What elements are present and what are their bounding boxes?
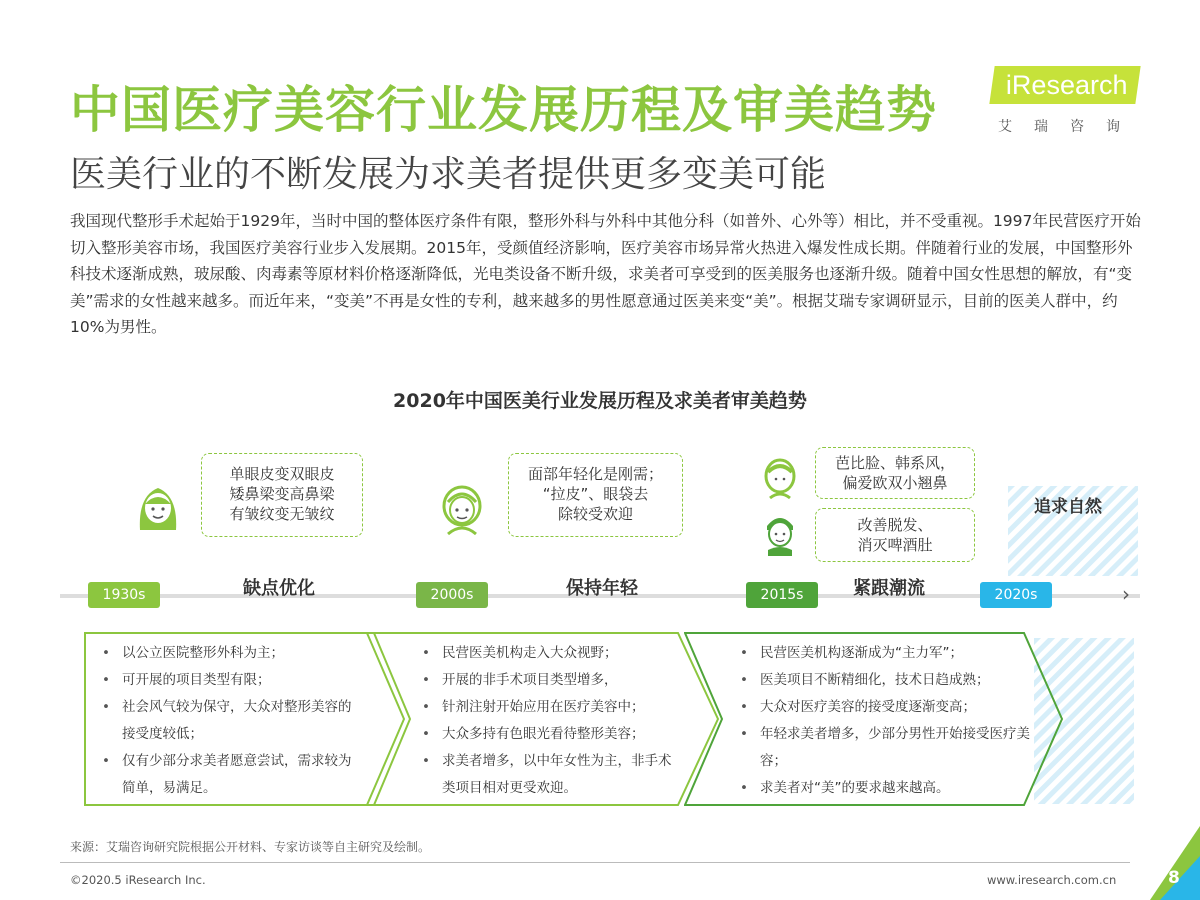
logo-wordmark-bg (989, 66, 1140, 104)
man-face-icon (762, 512, 798, 556)
list-item: • 年轻求美者增多，少部分男性开始接受医疗美容； (736, 721, 1032, 775)
bubble-line: 单眼皮变双眼皮 (229, 465, 335, 483)
chevron-right-icon: › (1122, 582, 1130, 606)
chart-title: 2020年中国医美行业发展历程及求美者审美趋势 (393, 390, 807, 412)
bubble-line: “拉皮”、眼袋去 (542, 485, 649, 503)
list-item: • 开展的非手术项目类型增多， (418, 667, 680, 694)
year-badge-2000s: 2000s (416, 582, 488, 608)
bubble-line: 偏爱欧双小翘鼻 (842, 474, 948, 492)
copyright: ©2020.5 iResearch Inc. (70, 873, 206, 887)
bubble-line: 矮鼻梁变高鼻梁 (229, 485, 335, 503)
logo-wordmark: iResearch (1005, 70, 1128, 100)
list-item: • 以公立医院整形外科为主； (98, 640, 360, 667)
era-box-2000s (366, 632, 722, 807)
list-item: • 求美者增多，以中年女性为主，非手术类项目相对更受欢迎。 (418, 748, 680, 802)
era-heading-2015s: 紧跟潮流 (853, 578, 925, 599)
list-item: • 针剂注射开始应用在医疗美容中； (418, 694, 680, 721)
bubble-line: 芭比脸、韩系风， (834, 454, 955, 472)
corner-decoration (1150, 826, 1200, 900)
bubble-line: 消灭啤酒肚 (857, 536, 933, 554)
bubble-2015s-men (815, 508, 975, 562)
page-subtitle: 医美行业的不断发展为求美者提供更多变美可能 (70, 154, 827, 195)
bubble-line: 面部年轻化是刚需； (527, 465, 663, 483)
logo-chinese: 艾瑞咨询 (998, 119, 1142, 135)
list-item: • 社会风气较为保守，大众对整形美容的接受度较低； (98, 694, 360, 748)
era-heading-2020s: 追求自然 (1034, 497, 1102, 517)
iresearch-logo (992, 58, 1142, 142)
woman-face-icon (132, 478, 184, 536)
website-link[interactable]: www.iresearch.com.cn (987, 873, 1117, 887)
bubble-line: 有皱纹变无皱纹 (229, 505, 335, 523)
bubble-1930s (201, 453, 363, 537)
era-heading-2000s: 保持年轻 (566, 578, 638, 599)
era-box-1930s (84, 632, 414, 807)
young-woman-icon (762, 456, 798, 500)
list-item: • 民营医美机构走入大众视野； (418, 640, 680, 667)
source-note: 来源：艾瑞咨询研究院根据公开材料、专家访谈等自主研究及绘制。 (70, 840, 431, 854)
era-heading-1930s: 缺点优化 (243, 578, 315, 599)
list-item: • 民营医美机构逐渐成为“主力军”； (736, 640, 1032, 667)
list-item: • 可开展的项目类型有限； (98, 667, 360, 694)
middle-aged-woman-icon (436, 478, 488, 536)
year-badge-1930s: 1930s (88, 582, 160, 608)
footer-divider (60, 862, 1130, 863)
era-box-2015s (684, 632, 1066, 807)
bubble-2015s-women (815, 447, 975, 499)
page-title: 中国医疗美容行业发展历程及审美趋势 (70, 81, 937, 139)
bubble-line: 改善脱发、 (857, 516, 933, 534)
list-item: • 求美者对“美”的要求越来越高。 (736, 775, 1032, 802)
list-item: • 大众对医疗美容的接受度逐渐变高； (736, 694, 1032, 721)
year-badge-2020s: 2020s (980, 582, 1052, 608)
bubble-line: 除较受欢迎 (557, 505, 633, 523)
list-item: • 大众多持有色眼光看待整形美容； (418, 721, 680, 748)
year-badge-2015s: 2015s (746, 582, 818, 608)
list-item: • 医美项目不断精细化，技术日趋成熟； (736, 667, 1032, 694)
bubble-2000s (508, 453, 683, 537)
list-item: • 仅有少部分求美者愿意尝试，需求较为简单，易满足。 (98, 748, 360, 802)
intro-paragraph: 我国现代整形手术起始于1929年，当时中国的整体医疗条件有限，整形外科与外科中其他分科（如普外、心外等）相比，并不受重视。1997年民营医疗开始切入整形美容市场，我国医疗美容行业步入发展期。2015年，受颜值经济影响，医疗美容市场异常火热进入爆发性成长期。伴随着行业的发展，中国整形外科技术逐渐成熟，玻尿酸、肉毒素等原材料价格逐渐降低，光电类设备不断升级，求美者可享受到的医美服务也逐渐升级。随着中国女性思想的解放，有“变美”需求的女性越来越多。而近年来，“变美”不再是女性的专利，越来越多的男性愿意通过医美来变“美”。根据艾瑞专家调研显示，目前的医美人群中，约10%为男性。 (70, 212, 1141, 336)
page-number: 8 (1168, 868, 1180, 888)
